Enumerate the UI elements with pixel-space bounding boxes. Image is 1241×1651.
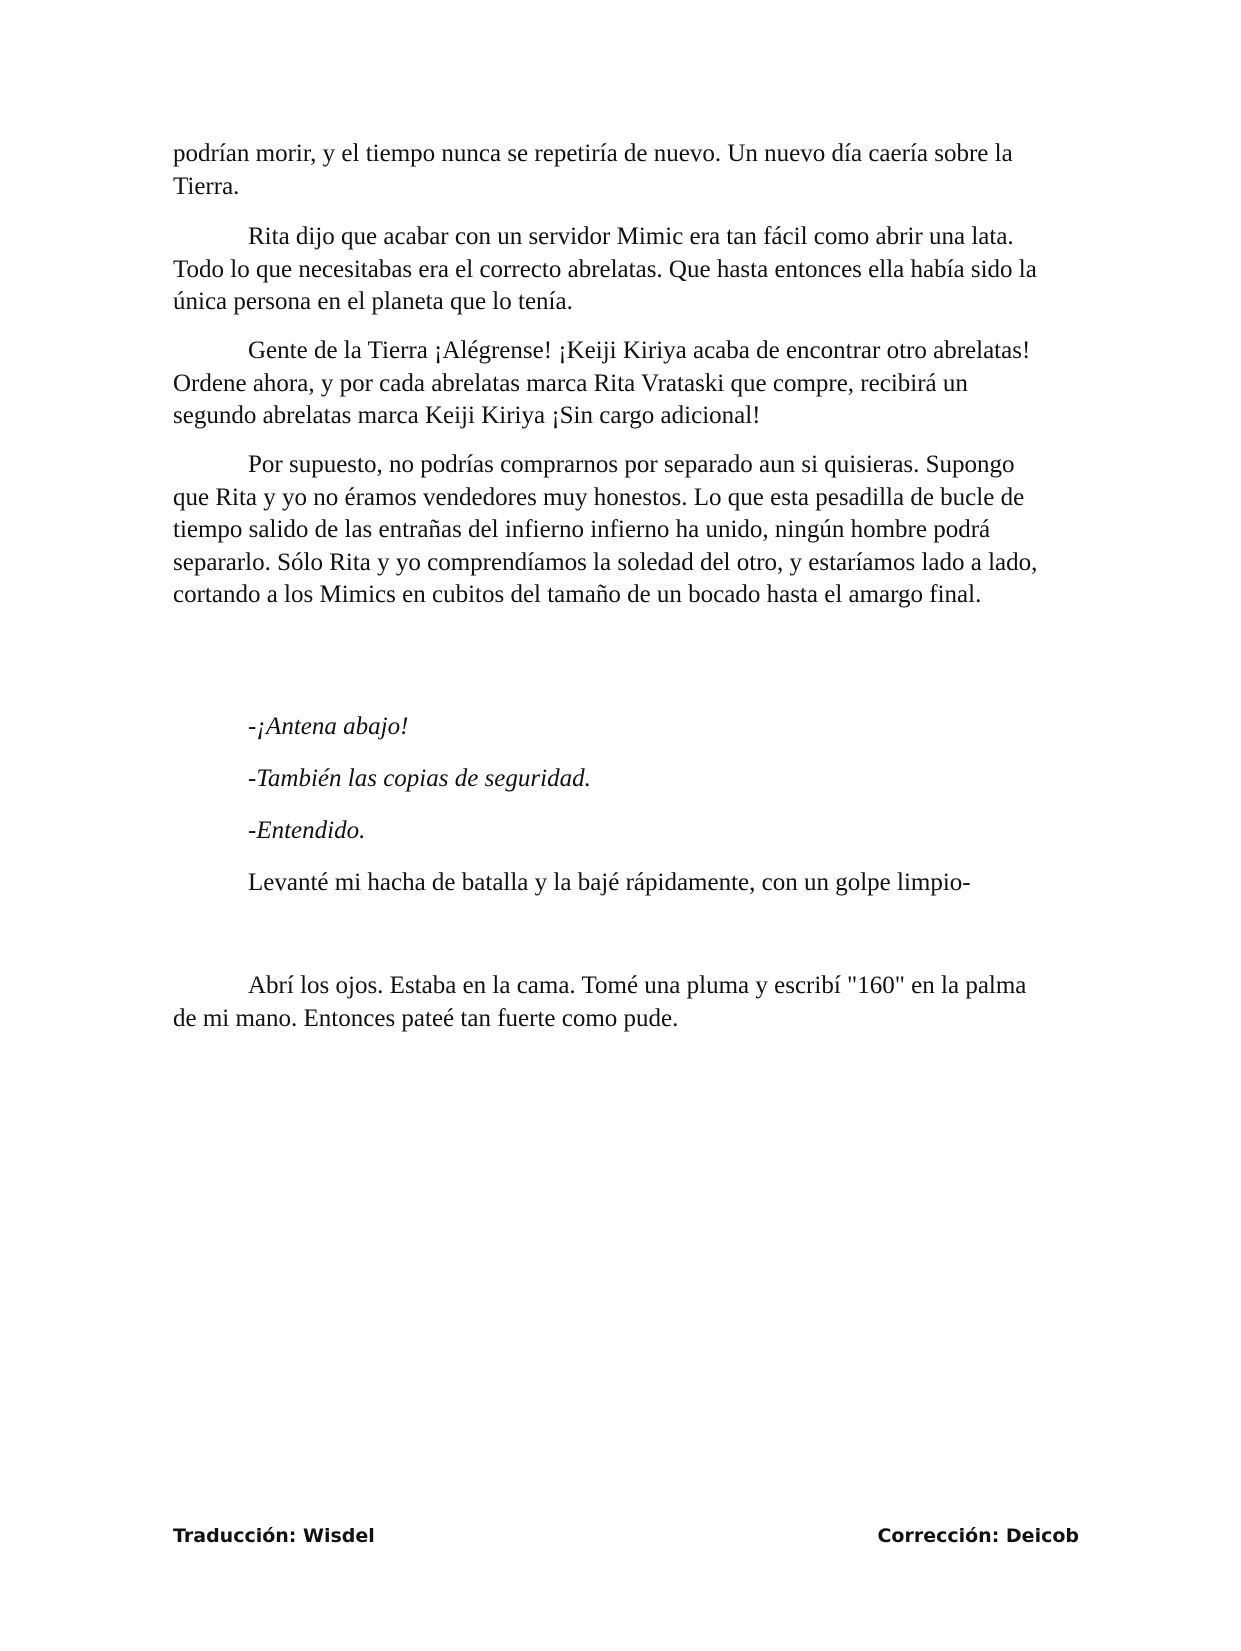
dialogue-line-understood: -Entendido. <box>248 817 366 844</box>
paragraph-text: Por supuesto, no podrías comprarnos por separado aun si quisieras. Supongo que Rita y yo no éramos vendedores muy honestos. Lo que esta pesadilla de bucle de tiempo salido de las entrañas del infierno infierno ha unido, ningún hombre podrá separarlo. Sólo Rita y yo comprendíamos la soledad del otro, y estaríamos lado a lado, cortando a los Mimics en cubitos del tamaño de un bocado hasta el amargo final. <box>173 451 1038 608</box>
paragraph-text: Rita dijo que acabar con un servidor Mimic era tan fácil como abrir una lata. Todo lo que necesitabas era el correcto abrelatas. Que hasta entonces ella había sido la única persona en el planeta que lo tenía. <box>173 223 1037 315</box>
paragraph-people-of-earth <box>173 335 1053 433</box>
paragraph-text: podrían morir, y el tiempo nunca se repetiría de nuevo. Un nuevo día caería sobre la Tierra. <box>173 140 1013 200</box>
paragraph-continuation <box>173 138 1053 203</box>
translation-credit: Traducción: Wisdel <box>173 1525 375 1547</box>
dialogue-line-backups: -También las copias de seguridad. <box>248 765 591 792</box>
correction-credit: Corrección: Deicob <box>877 1525 1079 1547</box>
paragraph-text: Abrí los ojos. Estaba en la cama. Tomé una pluma y escribí "160" en la palma de mi mano. Entonces pateé tan fuerte como pude. <box>173 972 1027 1032</box>
paragraph-rita-can-opener <box>173 221 1053 319</box>
paragraph-cant-buy-separately <box>173 449 1053 612</box>
action-line: Levanté mi hacha de batalla y la bajé rápidamente, con un golpe limpio- <box>248 869 971 896</box>
paragraph-text: Gente de la Tierra ¡Alégrense! ¡Keiji Kiriya acaba de encontrar otro abrelatas! Ordene ahora, y por cada abrelatas marca Rita Vrataski que compre, recibirá un segundo abrelatas marca Keiji Kiriya ¡Sin cargo adicional! <box>173 337 1031 429</box>
dialogue-line-antenna: -¡Antena abajo! <box>248 713 409 740</box>
paragraph-woke-up <box>173 970 1053 1035</box>
